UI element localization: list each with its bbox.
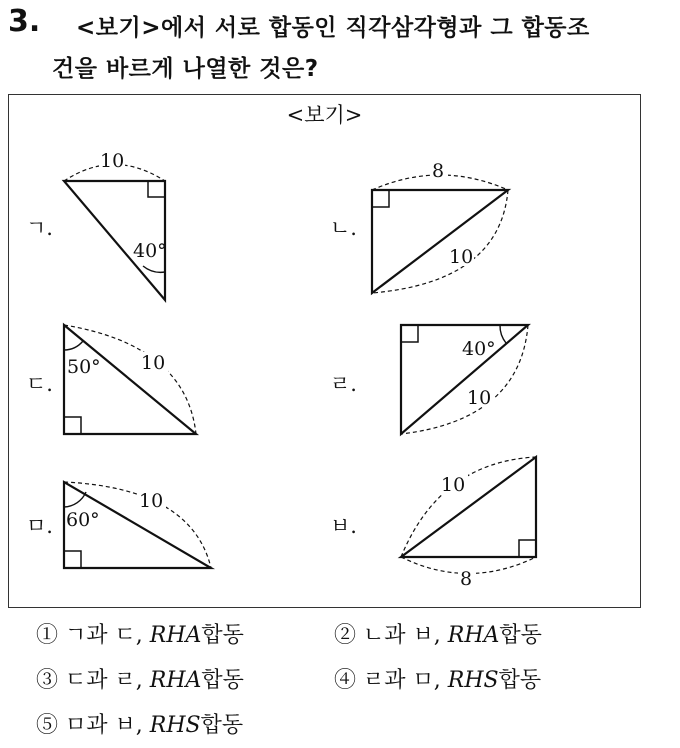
choice-1-text: ㄱ과 ㄷ, xyxy=(65,623,143,648)
choice-2-text: ㄴ과 ㅂ, xyxy=(363,623,441,648)
choice-3-mark: ③ xyxy=(36,668,59,693)
hyp-label-e: 10 xyxy=(139,490,164,512)
choice-3[interactable] xyxy=(36,663,244,694)
hyp-label-d: 10 xyxy=(467,387,492,409)
side-label-f: 8 xyxy=(460,568,473,590)
choice-2-mark: ② xyxy=(334,623,357,648)
angle-arc-a xyxy=(143,266,165,272)
choice-5-mark: ⑤ xyxy=(36,713,59,738)
right-angle-mark-d xyxy=(401,325,418,342)
right-angle-mark-c xyxy=(64,417,81,434)
choice-5[interactable] xyxy=(36,708,243,739)
choice-1-mark: ① xyxy=(36,623,59,648)
choice-3-condition: RHA xyxy=(149,668,202,693)
item-label-f: ㅂ. xyxy=(330,514,357,538)
hyp-label-b: 10 xyxy=(449,246,474,268)
choice-2-condition: RHA xyxy=(447,623,500,648)
question-text-line1: <보기>에서 서로 합동인 직각삼각형과 그 합동조 xyxy=(76,15,590,41)
item-label-d: ㄹ. xyxy=(330,372,357,396)
choice-2-suffix: 합동 xyxy=(499,623,542,648)
choice-1-condition: RHA xyxy=(149,623,202,648)
choice-5-suffix: 합동 xyxy=(200,713,244,738)
side-label-a: 10 xyxy=(100,150,125,172)
choice-5-text: ㅁ과 ㅂ, xyxy=(65,713,143,738)
right-angle-mark-f xyxy=(519,540,536,557)
hyp-label-f: 10 xyxy=(441,474,466,496)
choice-5-condition: RHS xyxy=(149,713,201,738)
right-angle-mark-a xyxy=(148,181,165,197)
angle-arc-e xyxy=(64,492,86,507)
choice-4-mark: ④ xyxy=(334,668,357,693)
choice-3-text: ㄷ과 ㄹ, xyxy=(65,668,143,693)
triangle-c xyxy=(64,325,196,434)
item-label-c: ㄷ. xyxy=(26,372,53,396)
angle-label-a: 40° xyxy=(133,240,167,262)
question-text-line2: 건을 바르게 나열한 것은? xyxy=(52,56,319,82)
item-label-b: ㄴ. xyxy=(330,216,357,240)
angle-arc-d xyxy=(500,325,506,343)
right-angle-mark-e xyxy=(64,551,81,568)
angle-arc-c xyxy=(64,341,83,350)
right-angle-mark-b xyxy=(372,190,389,207)
choice-4-suffix: 합동 xyxy=(498,668,542,693)
choice-1[interactable] xyxy=(36,618,244,649)
question-number: 3. xyxy=(8,4,41,39)
choice-3-suffix: 합동 xyxy=(201,668,244,693)
choice-1-suffix: 합동 xyxy=(201,623,244,648)
triangle-f xyxy=(401,457,536,557)
choice-2[interactable] xyxy=(334,618,542,649)
item-label-a: ㄱ. xyxy=(26,216,53,240)
angle-label-d: 40° xyxy=(462,338,496,360)
choice-4-condition: RHS xyxy=(447,668,499,693)
choice-4[interactable] xyxy=(334,663,541,694)
item-label-e: ㅁ. xyxy=(26,514,53,538)
hyp-label-c: 10 xyxy=(141,352,166,374)
example-box-title: <보기> xyxy=(286,103,363,127)
angle-label-c: 50° xyxy=(67,356,101,378)
side-label-b: 8 xyxy=(432,160,445,182)
triangle-b xyxy=(372,190,508,293)
angle-label-e: 60° xyxy=(66,509,100,531)
choice-4-text: ㄹ과 ㅁ, xyxy=(363,668,441,693)
